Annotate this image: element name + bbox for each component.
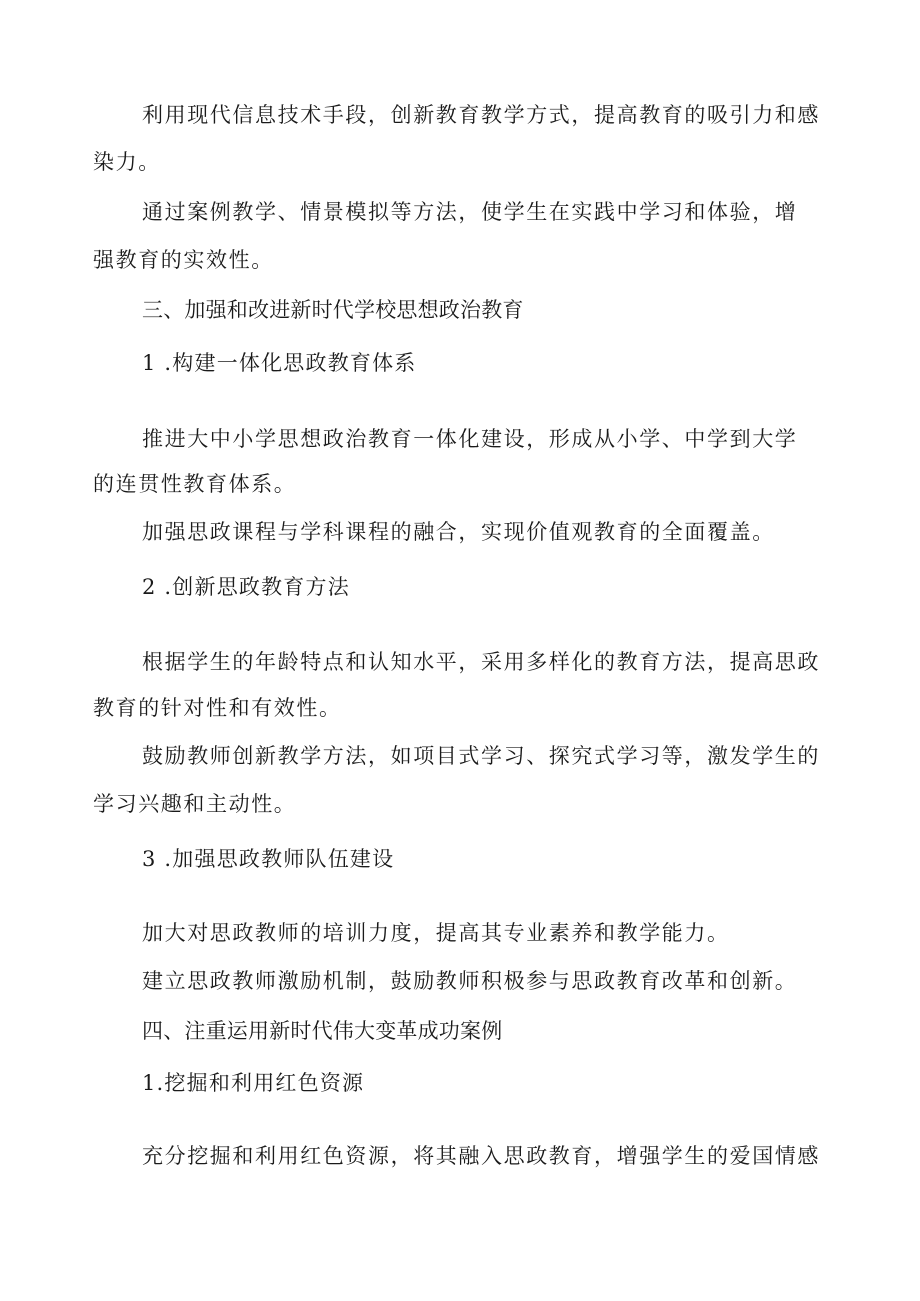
paragraph-line: 利用现代信息技术手段，创新教育教学方式，提高教育的吸引力和感 xyxy=(142,103,820,127)
subsection-heading: 1.挖掘和利用红色资源 xyxy=(142,1071,365,1095)
paragraph-line: 学习兴趣和主动性。 xyxy=(93,792,297,816)
paragraph-line: 加大对思政教师的培训力度，提高其专业素养和教学能力。 xyxy=(142,921,730,945)
paragraph-line: 鼓励教师创新教学方法，如项目式学习、探究式学习等，激发学生的 xyxy=(142,744,820,768)
paragraph-line: 建立思政教师激励机制，鼓励教师积极参与思政教育改革和创新。 xyxy=(142,969,798,993)
section-heading-4: 四、注重运用新时代伟大变革成功案例 xyxy=(142,1019,503,1043)
subsection-heading: 1 .构建一体化思政教育体系 xyxy=(142,351,417,375)
section-heading-3: 三、加强和改进新时代学校思想政治教育 xyxy=(142,298,524,322)
paragraph-line: 教育的针对性和有效性。 xyxy=(93,696,342,720)
paragraph-line: 推进大中小学思想政治教育一体化建设，形成从小学、中学到大学 xyxy=(142,427,798,451)
paragraph-line: 加强思政课程与学科课程的融合，实现价值观教育的全面覆盖。 xyxy=(142,520,775,544)
subsection-heading: 2 .创新思政教育方法 xyxy=(142,575,350,599)
paragraph-line: 染力。 xyxy=(93,150,161,174)
paragraph-line: 的连贯性教育体系。 xyxy=(93,472,297,496)
paragraph-line: 根据学生的年龄特点和认知水平，采用多样化的教育方法，提高思政 xyxy=(142,650,820,674)
paragraph-line: 通过案例教学、情景模拟等方法，使学生在实践中学习和体验，增 xyxy=(142,200,798,224)
subsection-heading: 3 .加强思政教师队伍建设 xyxy=(142,847,395,871)
paragraph-line: 强教育的实效性。 xyxy=(93,248,274,272)
paragraph-line: 充分挖掘和利用红色资源，将其融入思政教育，增强学生的爱国情感 xyxy=(142,1144,820,1168)
